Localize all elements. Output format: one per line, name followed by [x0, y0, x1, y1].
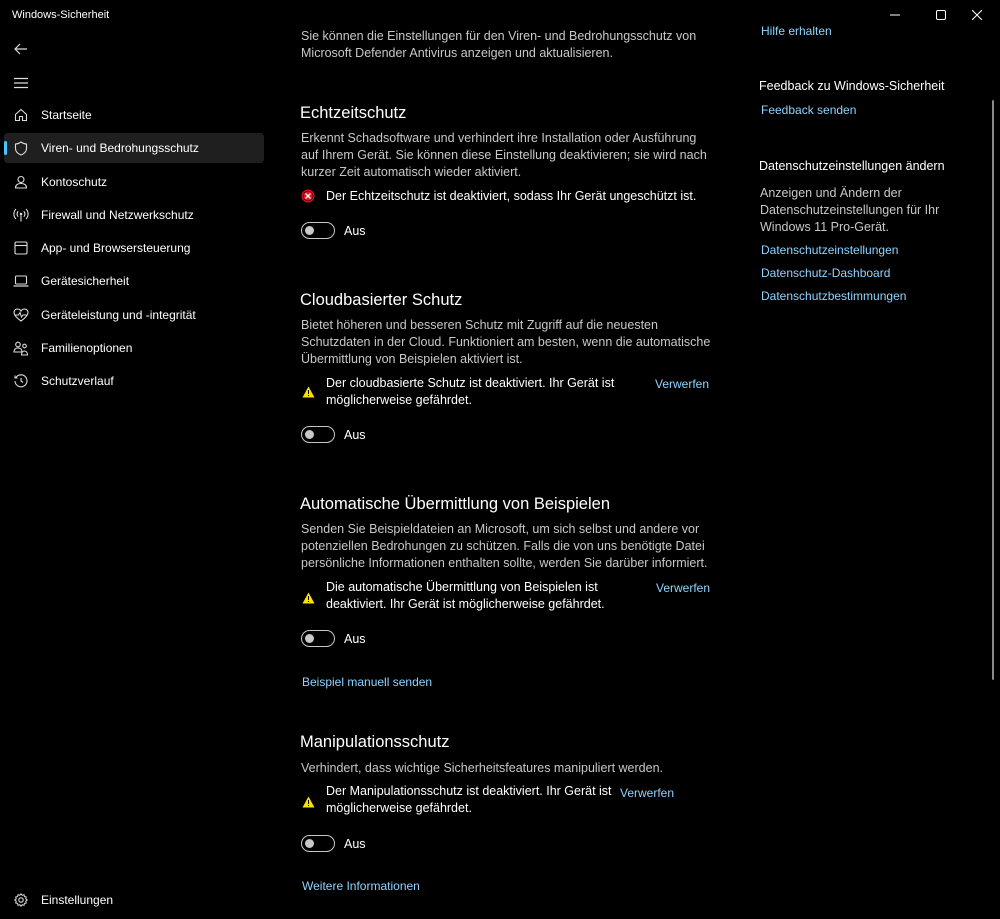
laptop-icon	[13, 273, 29, 289]
toggle-knob	[305, 226, 314, 235]
sidebar-item-family-options[interactable]	[4, 333, 264, 363]
gear-icon	[13, 892, 29, 908]
tamper-protection-warning: Der Manipulationsschutz ist deaktiviert. Ihr Gerät ist möglicherweise gefährdet.	[326, 784, 612, 815]
main-content	[272, 24, 1000, 919]
selection-indicator	[4, 141, 7, 155]
back-button[interactable]	[10, 38, 32, 60]
antenna-icon	[13, 207, 29, 223]
family-icon	[13, 340, 29, 356]
warning-icon	[302, 591, 315, 609]
sample-submission-title: Automatische Übermittlung von Beispielen	[300, 495, 610, 513]
warning-icon	[302, 795, 315, 813]
cloud-protection-toggle[interactable]	[301, 426, 335, 443]
sample-submission-toggle[interactable]	[301, 630, 335, 647]
title-bar	[0, 0, 1000, 30]
sidebar-item-protection-history[interactable]	[4, 366, 264, 396]
cloud-protection-warning: Der cloudbasierte Schutz ist deaktiviert. Ihr Gerät ist möglicherweise gefährdet.	[326, 376, 615, 407]
toggle-knob	[305, 430, 314, 439]
cloud-dismiss-link[interactable]: Verwerfen	[655, 377, 710, 391]
sidebar-item-label: App- und Browsersteuerung	[41, 241, 191, 255]
sidebar-item-label: Viren- und Bedrohungsschutz	[41, 141, 199, 155]
privacy-description: Anzeigen und Ändern der Datenschutzeinstellungen für Ihr Windows 11 Pro-Gerät.	[760, 186, 940, 234]
cloud-toggle-label: Aus	[344, 428, 366, 442]
minimize-icon	[890, 10, 900, 20]
sidebar-item-label: Schutzverlauf	[41, 374, 114, 388]
vertical-scrollbar[interactable]	[992, 100, 994, 680]
sidebar-item-firewall[interactable]	[4, 200, 264, 230]
intro-text: Sie können die Einstellungen für den Viren- und Bedrohungsschutz von Microsoft Defender Antivirus anzeigen und aktualisieren.	[301, 29, 697, 60]
samples-dismiss-link[interactable]: Verwerfen	[656, 581, 711, 595]
cloud-protection-description: Bietet höheren und besseren Schutz mit Zugriff auf die neuesten Schutzdaten in der Cloud. Funktioniert am besten, wenn die automatische Übermittlung von Beispielen aktiviert ist.	[301, 318, 711, 366]
privacy-dashboard-link[interactable]: Datenschutz-Dashboard	[761, 266, 891, 280]
privacy-heading: Datenschutzeinstellungen ändern	[759, 159, 945, 173]
sidebar-item-label: Geräteleistung und -integrität	[41, 308, 196, 322]
warning-icon	[302, 385, 315, 403]
sidebar-item-label: Einstellungen	[41, 893, 114, 907]
home-icon	[13, 107, 29, 123]
tamper-protection-title: Manipulationsschutz	[300, 733, 450, 751]
send-feedback-link[interactable]: Feedback senden	[761, 103, 857, 117]
realtime-protection-alert: Der Echtzeitschutz ist deaktiviert, sodass Ihr Gerät ungeschützt ist.	[326, 189, 697, 203]
sidebar-item-label: Familienoptionen	[41, 341, 133, 355]
sidebar-item-device-performance[interactable]	[4, 300, 264, 330]
minimize-button[interactable]	[872, 0, 918, 30]
manual-sample-link[interactable]: Beispiel manuell senden	[302, 675, 433, 689]
privacy-settings-link[interactable]: Datenschutzeinstellungen	[761, 243, 899, 257]
toggle-knob	[305, 634, 314, 643]
history-icon	[13, 373, 29, 389]
back-arrow-icon	[14, 43, 28, 55]
privacy-statement-link[interactable]: Datenschutzbestimmungen	[761, 289, 907, 303]
sidebar-item-virus-protection[interactable]	[4, 133, 264, 163]
realtime-protection-title: Echtzeitschutz	[300, 104, 407, 122]
cloud-protection-title: Cloudbasierter Schutz	[300, 291, 463, 309]
sidebar-item-home[interactable]	[4, 100, 264, 130]
hamburger-menu-button[interactable]	[10, 72, 32, 94]
sidebar-item-account-protection[interactable]	[4, 167, 264, 197]
person-icon	[13, 174, 29, 190]
maximize-icon	[936, 10, 946, 20]
sample-submission-description: Senden Sie Beispieldateien an Microsoft, um sich selbst und andere vor potenziellen Bedrohungen zu schützen. Falls die von uns benötigte Datei persönliche Informationen enthalten sollte, werden Sie darüber informiert.	[301, 522, 708, 570]
error-icon	[301, 189, 315, 208]
tamper-protection-toggle[interactable]	[301, 835, 335, 852]
toggle-knob	[305, 839, 314, 848]
sidebar-item-label: Startseite	[41, 108, 92, 122]
tamper-toggle-label: Aus	[344, 837, 366, 851]
sidebar-item-label: Gerätesicherheit	[41, 274, 130, 288]
sidebar-item-app-browser[interactable]	[4, 233, 264, 263]
tamper-protection-description: Verhindert, dass wichtige Sicherheitsfeatures manipuliert werden.	[301, 761, 663, 775]
hamburger-icon	[14, 77, 28, 89]
realtime-protection-toggle[interactable]	[301, 222, 335, 239]
heart-pulse-icon	[13, 307, 29, 323]
close-button[interactable]	[954, 0, 1000, 30]
get-help-link[interactable]: Hilfe erhalten	[761, 24, 832, 38]
sidebar-item-label: Firewall und Netzwerkschutz	[41, 208, 194, 222]
close-icon	[972, 10, 982, 20]
sample-submission-warning: Die automatische Übermittlung von Beispielen ist deaktiviert. Ihr Gerät ist möglicherweise gefährdet.	[326, 580, 605, 611]
samples-toggle-label: Aus	[344, 632, 366, 646]
realtime-protection-description: Erkennt Schadsoftware und verhindert ihre Installation oder Ausführung auf Ihrem Gerät. Sie können diese Einstellung deaktivieren; sie wird nach kurzer Zeit automatisch wieder aktiviert.	[301, 131, 707, 179]
realtime-toggle-label: Aus	[344, 224, 366, 238]
tamper-dismiss-link[interactable]: Verwerfen	[620, 786, 675, 800]
app-window-icon	[13, 240, 29, 256]
more-info-link[interactable]: Weitere Informationen	[302, 879, 420, 893]
sidebar-item-device-security[interactable]	[4, 266, 264, 296]
feedback-heading: Feedback zu Windows-Sicherheit	[759, 79, 945, 93]
sidebar-item-label: Kontoschutz	[41, 175, 108, 189]
shield-icon	[13, 140, 29, 156]
sidebar-item-settings[interactable]	[4, 885, 264, 915]
window-title: Windows-Sicherheit	[12, 9, 110, 21]
sidebar	[0, 30, 272, 919]
